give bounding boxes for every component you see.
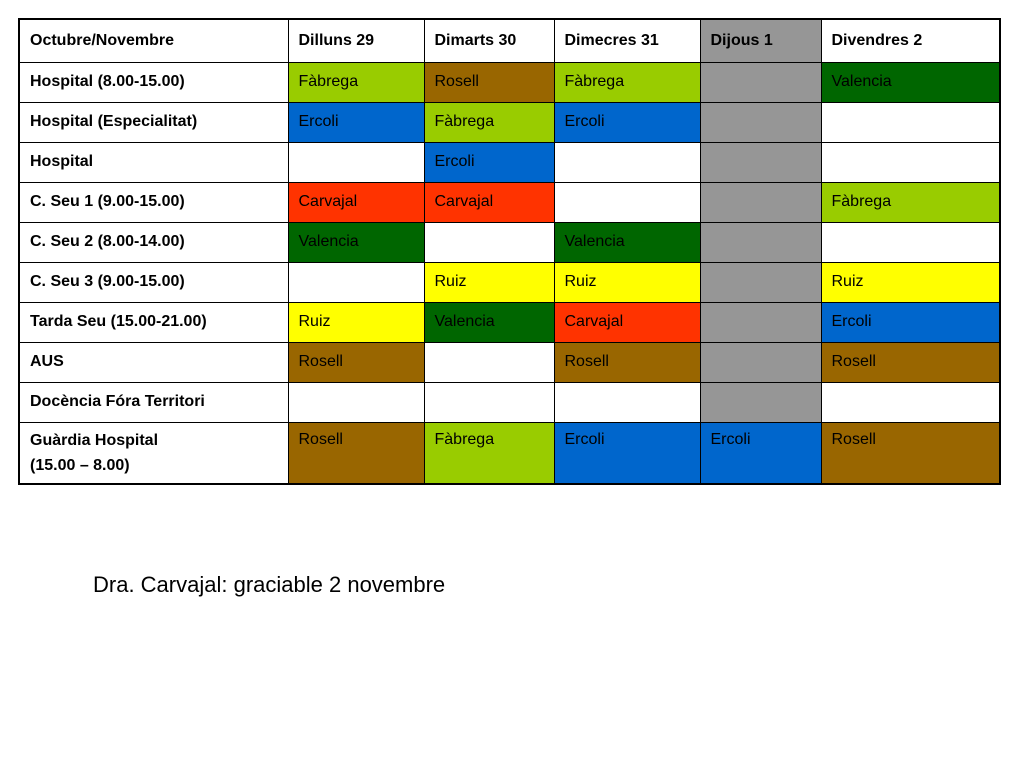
shift-cell (424, 342, 554, 382)
table-row (19, 222, 1000, 262)
row-label: Hospital (Especialitat) (19, 102, 288, 142)
shift-cell: Ercoli (821, 302, 1000, 342)
table-row (19, 262, 1000, 302)
row-label: Hospital (19, 142, 288, 182)
shift-cell (700, 302, 821, 342)
row-label: C. Seu 1 (9.00-15.00) (19, 182, 288, 222)
shift-cell (821, 382, 1000, 422)
shift-cell: Rosell (821, 422, 1000, 484)
shift-cell: Ruiz (821, 262, 1000, 302)
shift-cell (700, 342, 821, 382)
shift-cell: Valencia (821, 62, 1000, 102)
shift-cell: Ercoli (554, 102, 700, 142)
shift-cell: Ercoli (700, 422, 821, 484)
row-label: Hospital (8.00-15.00) (19, 62, 288, 102)
shift-cell: Valencia (424, 302, 554, 342)
shift-cell: Ercoli (554, 422, 700, 484)
row-label: C. Seu 3 (9.00-15.00) (19, 262, 288, 302)
shift-cell (821, 102, 1000, 142)
shift-cell (700, 62, 821, 102)
shift-cell (821, 142, 1000, 182)
shift-cell (288, 142, 424, 182)
shift-cell: Rosell (424, 62, 554, 102)
schedule-table (18, 18, 1001, 485)
shift-cell: Ercoli (288, 102, 424, 142)
shift-cell: Rosell (288, 422, 424, 484)
shift-cell: Rosell (288, 342, 424, 382)
shift-cell: Fàbrega (821, 182, 1000, 222)
shift-cell: Valencia (288, 222, 424, 262)
day-header: Dimecres 31 (554, 19, 700, 62)
shift-cell (700, 182, 821, 222)
shift-cell (821, 222, 1000, 262)
shift-cell (554, 182, 700, 222)
shift-cell (554, 382, 700, 422)
row-label-line: (15.00 – 8.00) (30, 456, 130, 474)
corner-header: Octubre/Novembre (19, 19, 288, 62)
table-row (19, 102, 1000, 142)
row-label: C. Seu 2 (8.00-14.00) (19, 222, 288, 262)
shift-cell (424, 222, 554, 262)
shift-cell: Rosell (554, 342, 700, 382)
shift-cell: Rosell (821, 342, 1000, 382)
shift-cell (288, 262, 424, 302)
table-row (19, 382, 1000, 422)
table-row (19, 342, 1000, 382)
table-row (19, 62, 1000, 102)
table-row (19, 422, 1000, 484)
row-label: Docència Fóra Territori (19, 382, 288, 422)
shift-cell (288, 382, 424, 422)
day-header: Dimarts 30 (424, 19, 554, 62)
day-header: Dijous 1 (700, 19, 821, 62)
note-text: Dra. Carvajal: graciable 2 novembre (93, 572, 446, 597)
shift-cell (424, 382, 554, 422)
shift-cell (700, 142, 821, 182)
header-row (19, 19, 1000, 62)
shift-cell (700, 382, 821, 422)
shift-cell (700, 262, 821, 302)
table-row (19, 302, 1000, 342)
shift-cell: Ercoli (424, 142, 554, 182)
shift-cell: Ruiz (424, 262, 554, 302)
shift-cell (700, 222, 821, 262)
shift-cell: Carvajal (554, 302, 700, 342)
row-label: AUS (19, 342, 288, 382)
shift-cell: Carvajal (288, 182, 424, 222)
table-row (19, 142, 1000, 182)
shift-cell: Fàbrega (554, 62, 700, 102)
row-label (19, 422, 288, 484)
shift-cell (554, 142, 700, 182)
day-header: Dilluns 29 (288, 19, 424, 62)
shift-cell: Ruiz (554, 262, 700, 302)
day-header: Divendres 2 (821, 19, 1000, 62)
shift-cell: Fàbrega (424, 422, 554, 484)
shift-cell: Valencia (554, 222, 700, 262)
shift-cell: Ruiz (288, 302, 424, 342)
shift-cell: Carvajal (424, 182, 554, 222)
row-label-line: Guàrdia Hospital (30, 431, 159, 449)
shift-cell (700, 102, 821, 142)
row-label: Tarda Seu (15.00-21.00) (19, 302, 288, 342)
shift-cell: Fàbrega (424, 102, 554, 142)
table-row (19, 182, 1000, 222)
shift-cell: Fàbrega (288, 62, 424, 102)
